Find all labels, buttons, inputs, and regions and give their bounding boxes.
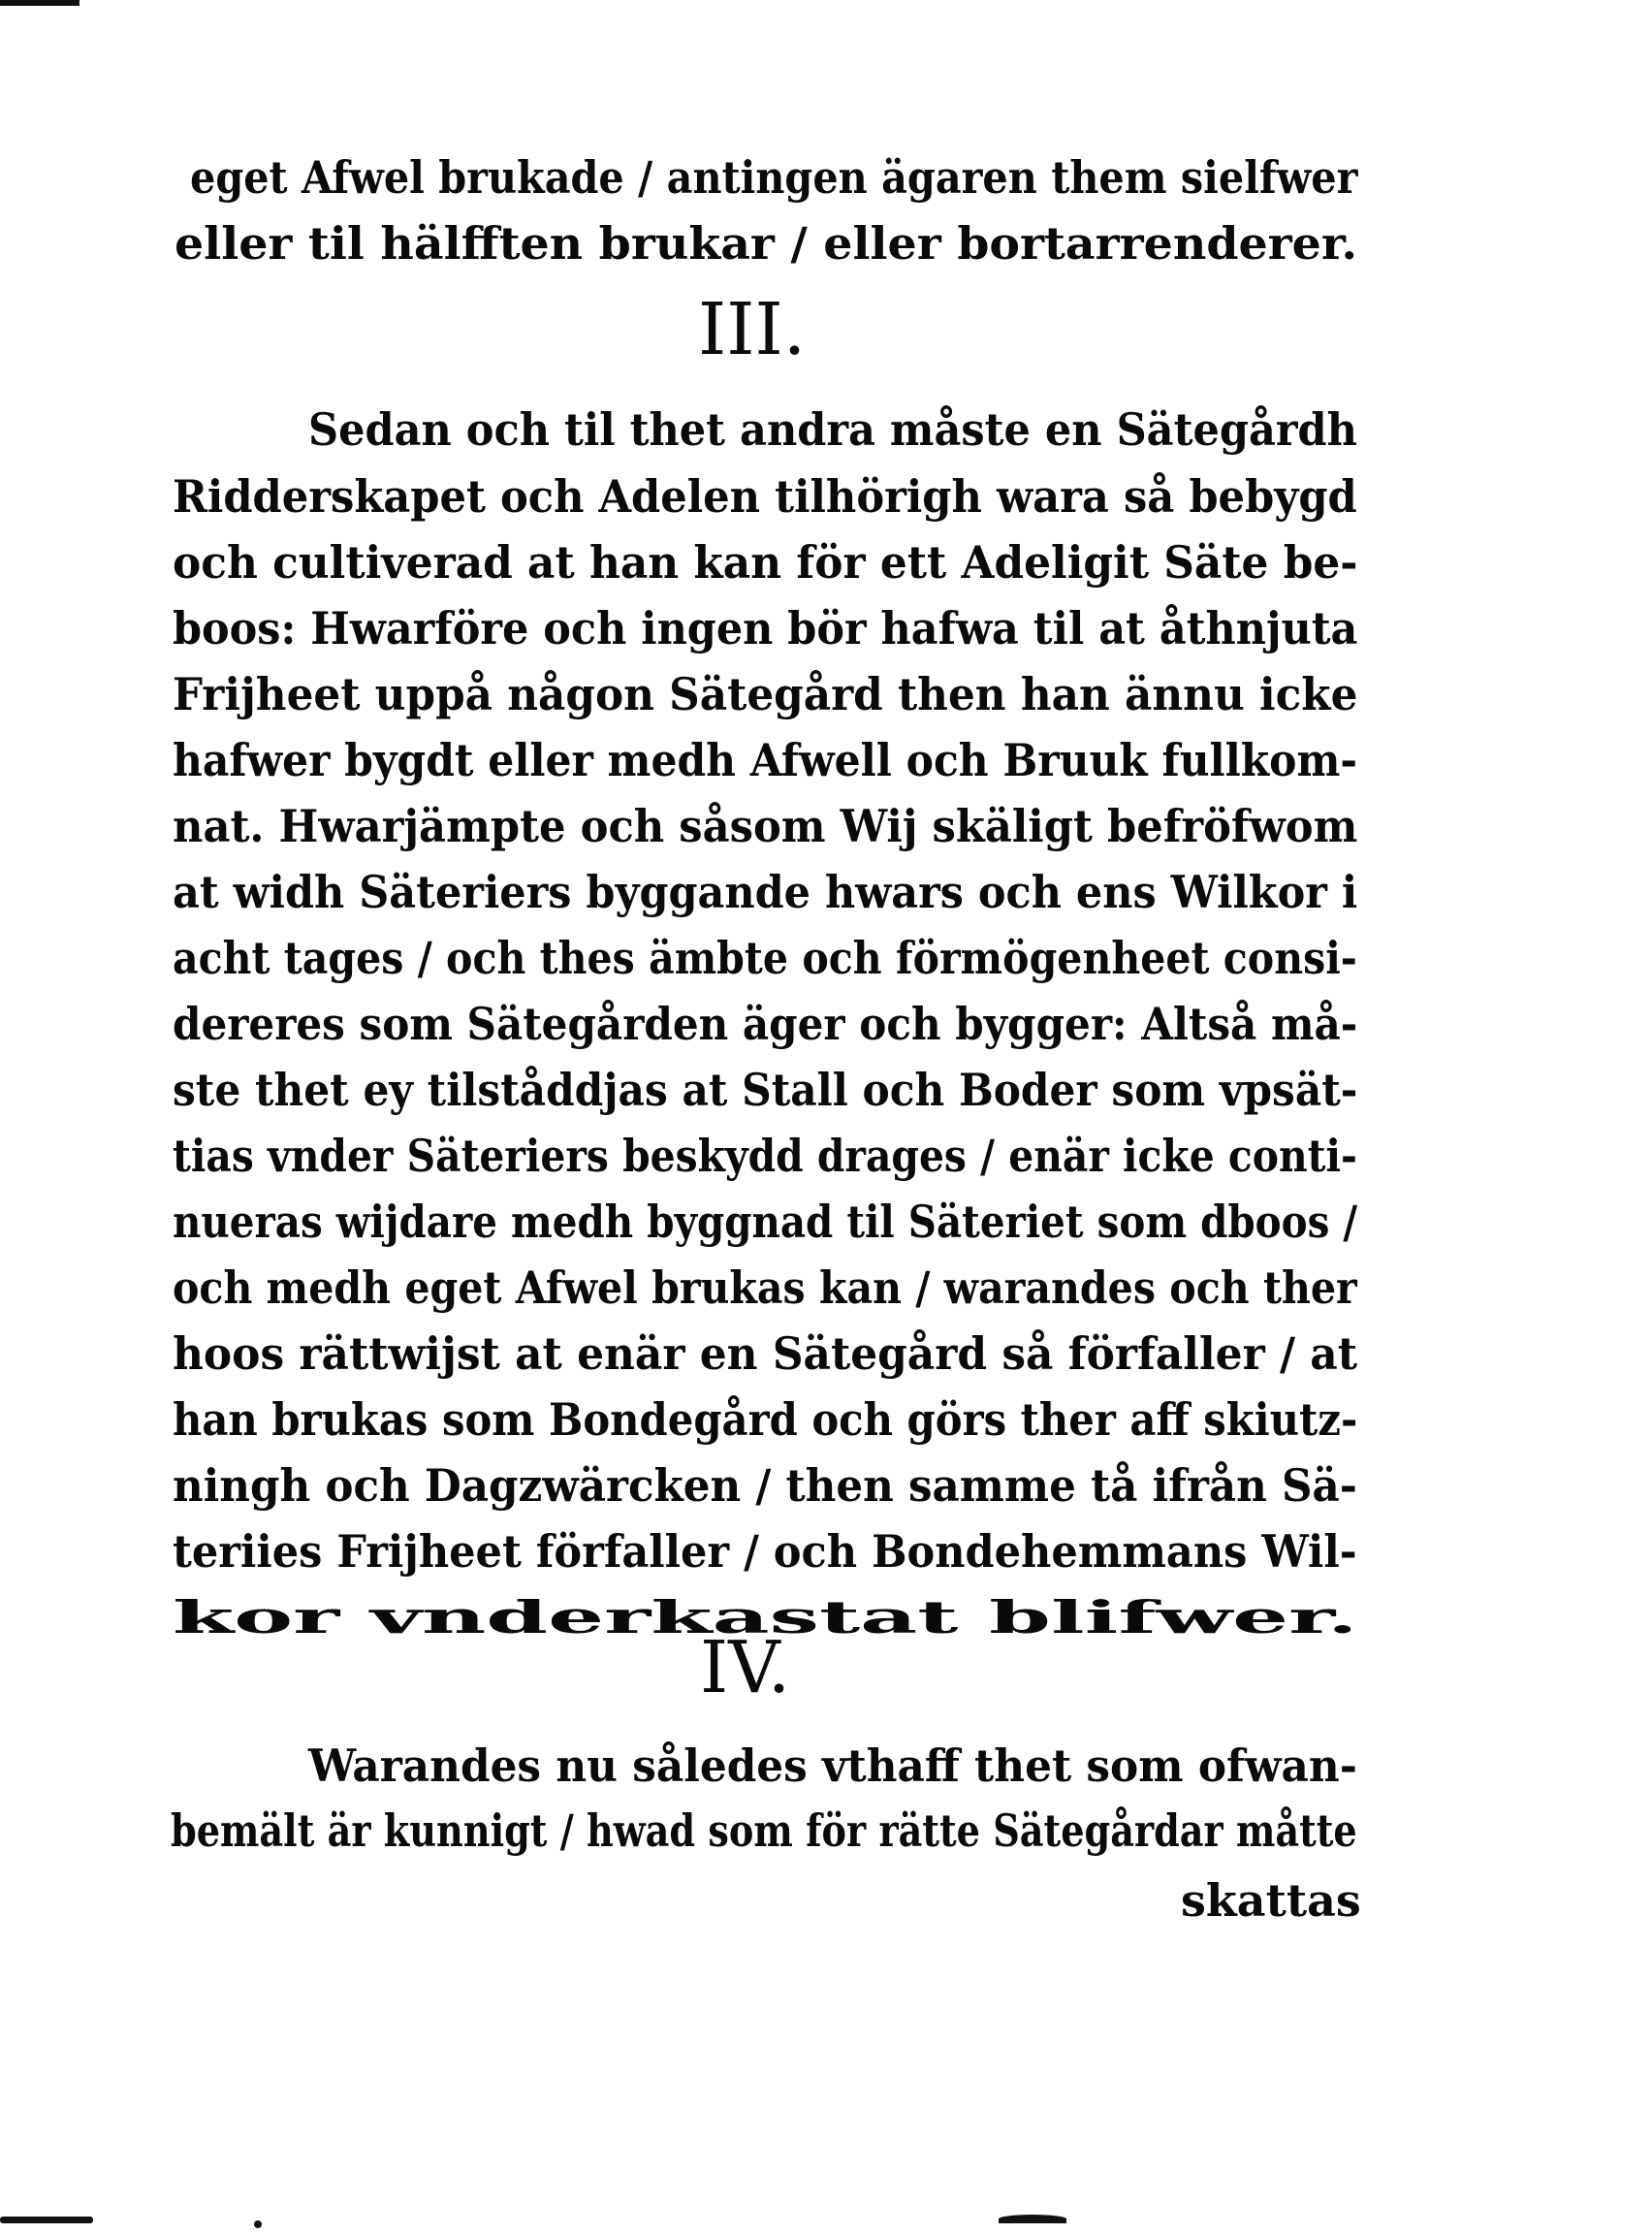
text-line: acht tages / och thes ämbte och förmögenheet consi- [173, 932, 1357, 984]
text-line: och cultiverad at han kan för ett Adeligit Säte be- [173, 536, 1358, 589]
text-line: Ridderskapet och Adelen tilhörigh wara så bebygd [173, 470, 1357, 523]
scan-edge-mark [0, 2217, 93, 2223]
text-line: kor vnderkastat blifwer. [173, 1591, 1358, 1644]
text-line: Sedan och til thet andra måste en Sätegårdh [308, 403, 1357, 456]
section-heading: IV. [700, 1626, 791, 1709]
text-line: teriies Frijheet förfaller / och Bondehemmans Wil- [173, 1525, 1357, 1578]
text-line: boos: Hwarföre och ingen bör hafwa til at åthnjuta [173, 602, 1358, 654]
text-line: och medh eget Afwel brukas kan / warandes och ther [173, 1261, 1357, 1314]
text-line: nueras wijdare medh byggnad til Säteriet som dboos / [173, 1196, 1358, 1248]
text-line: han brukas som Bondegård och görs ther aff skiutz- [173, 1393, 1358, 1446]
section-heading: III. [698, 288, 807, 371]
text-line: ningh och Dagzwärcken / then samme tå ifrån Sä- [173, 1459, 1357, 1512]
text-line: Frijheet uppå någon Sätegård then han ännu icke [173, 668, 1358, 720]
text-line: hafwer bygdt eller medh Afwell och Bruuk fullkom- [173, 734, 1357, 786]
scan-edge-mark [254, 2220, 262, 2228]
text-line: nat. Hwarjämpte och såsom Wij skäligt befröfwom [173, 800, 1358, 852]
scan-edge-mark [999, 2215, 1066, 2223]
text-line: Warandes nu således vthaff thet som ofwan- [308, 1739, 1357, 1792]
text-line: bemält är kunnigt / hwad som för rätte Sätegårdar måtte [171, 1804, 1357, 1857]
text-line: ste thet ey tilståddjas at Stall och Boder som vpsät- [173, 1064, 1358, 1116]
text-line: tias vnder Säteriers beskydd drages / enär icke conti- [173, 1130, 1357, 1182]
text-line: eller til hälfften brukar / eller bortarrenderer. [175, 217, 1357, 270]
text-line: at widh Säteriers byggande hwars och ens Wilkor i [173, 866, 1358, 918]
scan-edge-mark [0, 0, 79, 6]
text-line: eget Afwel brukade / antingen ägaren them sielfwer [190, 151, 1358, 204]
text-line: hoos rättwijst at enär en Sätegård så förfaller / at [173, 1327, 1357, 1380]
text-line: dereres som Sätegården äger och bygger: Altså må- [173, 998, 1358, 1050]
catchword: skattas [1181, 1874, 1361, 1927]
